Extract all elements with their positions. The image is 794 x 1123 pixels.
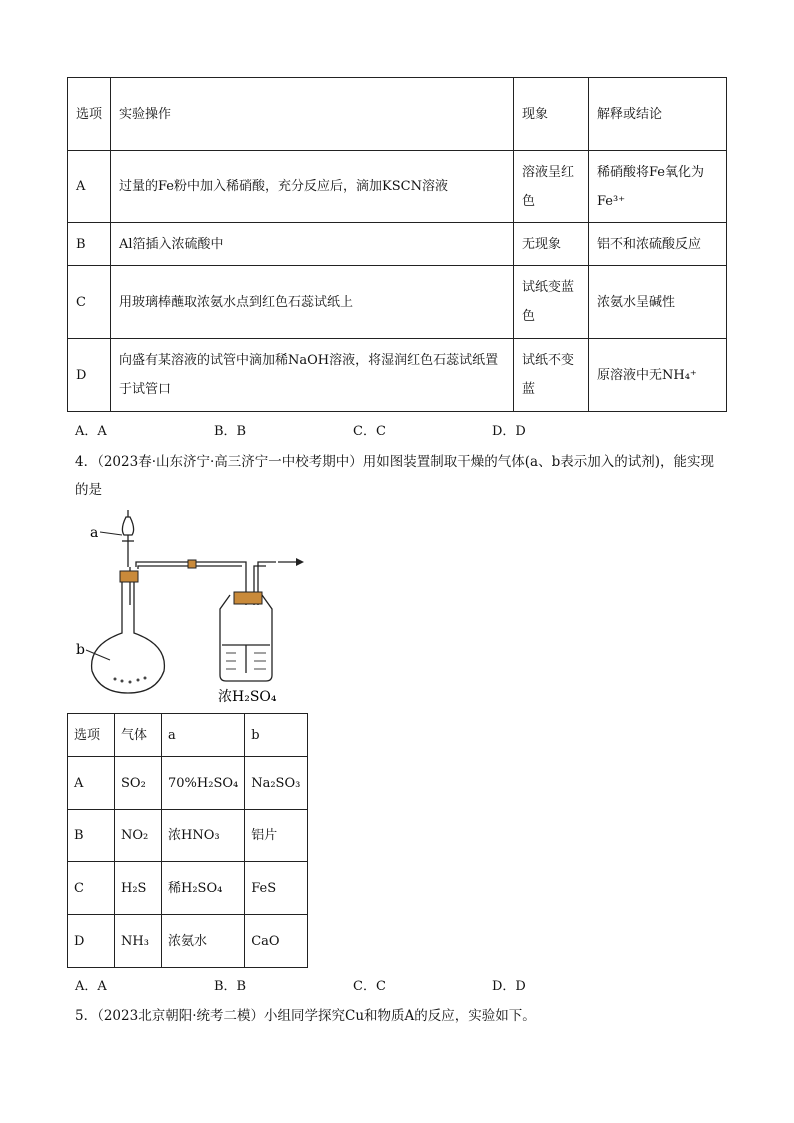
table-header-row (68, 78, 727, 151)
table-cell: 浓HNO₃ (162, 810, 245, 862)
table-row (68, 862, 308, 915)
table-cell: NO₂ (115, 810, 162, 862)
header-cell: 气体 (115, 714, 162, 757)
table-cell: CaO (245, 915, 308, 968)
label-a: a (90, 525, 99, 541)
table-cell: A (68, 757, 115, 810)
experiment-table (67, 77, 727, 412)
table-row (68, 915, 308, 968)
table-header-row (68, 714, 308, 757)
table-row (68, 339, 727, 412)
table-cell: 无现象 (514, 223, 589, 266)
table-cell: B (68, 810, 115, 862)
header-cell: b (245, 714, 308, 757)
table-cell: Al箔插入浓硫酸中 (111, 223, 514, 266)
table-cell: 浓氨水 (162, 915, 245, 968)
table-cell: 试纸不变蓝 (514, 339, 589, 412)
table-cell: 向盛有某溶液的试管中滴加稀NaOH溶液，将湿润红色石蕊试纸置于试管口 (111, 339, 514, 412)
option-b[interactable]: B．B (214, 424, 247, 439)
table-row (68, 223, 727, 266)
table-cell: D (68, 915, 115, 968)
table-cell: 浓氨水呈碱性 (589, 266, 727, 339)
option-c[interactable]: C．C (353, 424, 386, 439)
header-cell: 选项 (68, 714, 115, 757)
table-cell: FeS (245, 862, 308, 915)
gas-table (67, 713, 308, 968)
header-cell: 实验操作 (111, 78, 514, 151)
table-cell: 铝片 (245, 810, 308, 862)
question-5-stem: 5．（2023北京朝阳·统考二模）小组同学探究Cu和物质A的反应，实验如下。 (75, 1008, 536, 1024)
table-cell: H₂S (115, 862, 162, 915)
option-d[interactable]: D．D (492, 424, 526, 439)
table-cell: 用玻璃棒蘸取浓氨水点到红色石蕊试纸上 (111, 266, 514, 339)
table-cell: Na₂SO₃ (245, 757, 308, 810)
header-cell: a (162, 714, 245, 757)
question-4-stem: 4．（2023春·山东济宁·高三济宁一中校考期中）用如图装置制取干燥的气体(a、b表示加入的试剂)，能实现的是 (75, 454, 715, 498)
header-cell: 现象 (514, 78, 589, 151)
table-cell: NH₃ (115, 915, 162, 968)
option-a[interactable]: A．A (75, 979, 107, 994)
table-cell: 稀H₂SO₄ (162, 862, 245, 915)
table-row (68, 151, 727, 223)
table-row (68, 757, 308, 810)
table-cell: 试纸变蓝色 (514, 266, 589, 339)
table-cell: 原溶液中无NH₄⁺ (589, 339, 727, 412)
option-c[interactable]: C．C (353, 979, 386, 994)
table-row (68, 266, 727, 339)
header-cell: 选项 (68, 78, 111, 151)
answer-options-q4 (75, 975, 631, 994)
table-cell: 过量的Fe粉中加入稀硝酸，充分反应后，滴加KSCN溶液 (111, 151, 514, 223)
answer-options-q3 (75, 420, 631, 439)
table-cell: C (68, 862, 115, 915)
option-a[interactable]: A．A (75, 424, 107, 439)
table-cell: D (68, 339, 111, 412)
table-cell: C (68, 266, 111, 339)
table-cell: SO₂ (115, 757, 162, 810)
table-cell: 稀硝酸将Fe氧化为Fe³⁺ (589, 151, 727, 223)
label-b: b (76, 642, 85, 658)
table-cell: 溶液呈红色 (514, 151, 589, 223)
table-cell: A (68, 151, 111, 223)
table-cell: B (68, 223, 111, 266)
label-acid: 浓H₂SO₄ (218, 689, 277, 705)
table-row (68, 810, 308, 862)
option-b[interactable]: B．B (214, 979, 247, 994)
header-cell: 解释或结论 (589, 78, 727, 151)
apparatus-diagram (70, 505, 310, 705)
option-d[interactable]: D．D (492, 979, 526, 994)
table-cell: 铝不和浓硫酸反应 (589, 223, 727, 266)
table-cell: 70%H₂SO₄ (162, 757, 245, 810)
